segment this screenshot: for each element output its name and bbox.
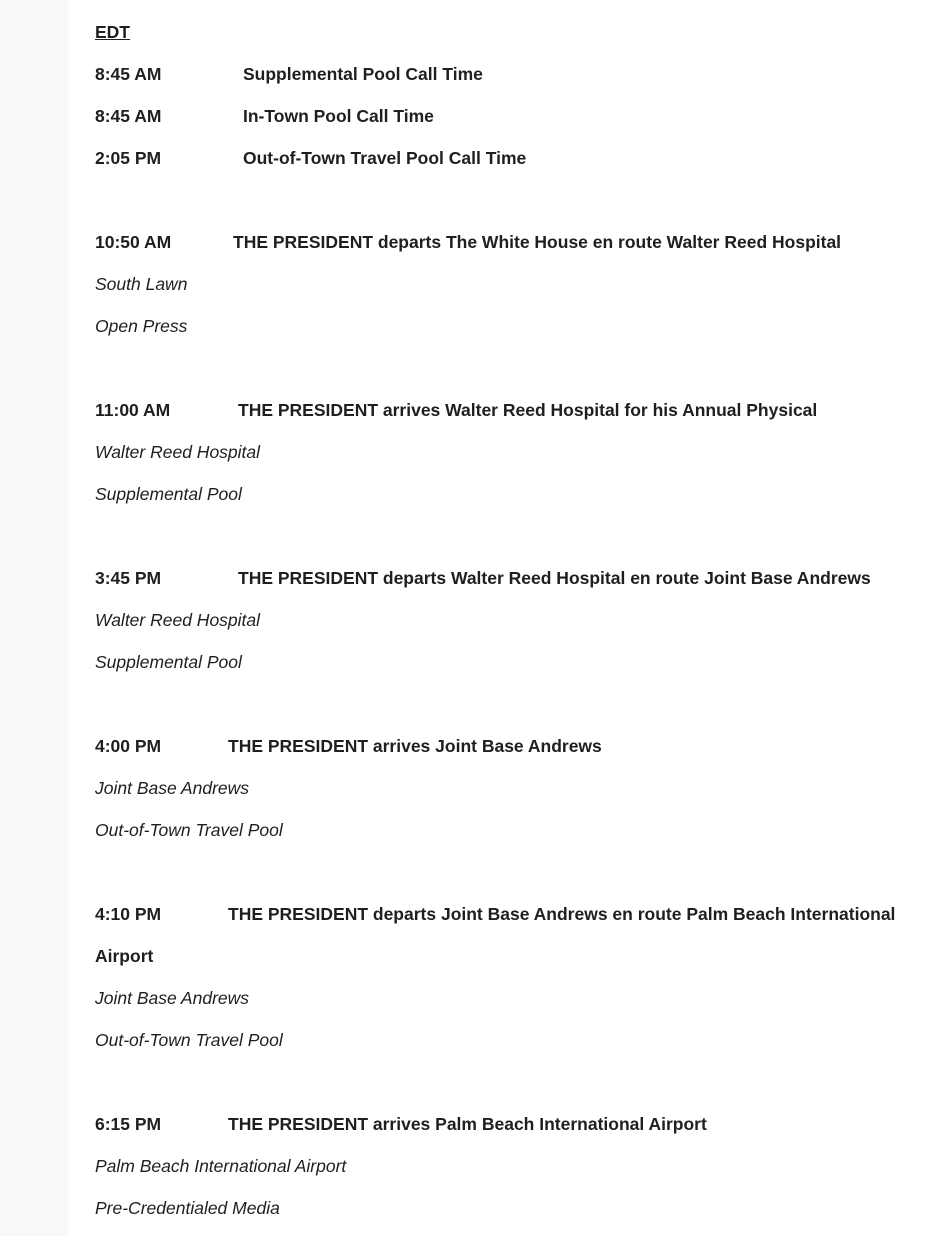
call-time-label: In-Town Pool Call Time bbox=[243, 106, 434, 126]
event-location: Walter Reed Hospital bbox=[95, 442, 261, 462]
event-title: THE PRESIDENT arrives Joint Base Andrews bbox=[228, 736, 602, 756]
event-coverage: Open Press bbox=[95, 316, 188, 336]
left-gutter bbox=[0, 0, 68, 1236]
event-time: 4:00 PM bbox=[95, 736, 162, 756]
call-time: 8:45 AM bbox=[95, 106, 162, 126]
event-title: THE PRESIDENT arrives Walter Reed Hospital for his Annual Physical bbox=[238, 400, 818, 420]
event-location: Palm Beach International Airport bbox=[95, 1156, 347, 1176]
event-time: 10:50 AM bbox=[95, 232, 172, 252]
event-coverage: Supplemental Pool bbox=[95, 652, 242, 672]
event-title: THE PRESIDENT departs Walter Reed Hospital en route Joint Base Andrews bbox=[238, 568, 871, 588]
call-time-label: Out-of-Town Travel Pool Call Time bbox=[243, 148, 527, 168]
event-location: Joint Base Andrews bbox=[95, 988, 250, 1008]
timezone-heading: EDT bbox=[95, 22, 130, 42]
event-coverage: Supplemental Pool bbox=[95, 484, 242, 504]
call-time: 8:45 AM bbox=[95, 64, 162, 84]
event-time: 4:10 PM bbox=[95, 904, 162, 924]
event-title: THE PRESIDENT departs The White House en route Walter Reed Hospital bbox=[233, 232, 842, 252]
event-location: South Lawn bbox=[95, 274, 188, 294]
event-coverage: Out-of-Town Travel Pool bbox=[95, 820, 283, 840]
call-time-label: Supplemental Pool Call Time bbox=[243, 64, 483, 84]
event-title: THE PRESIDENT departs Joint Base Andrews en route Palm Beach International bbox=[228, 904, 896, 924]
event-time: 3:45 PM bbox=[95, 568, 162, 588]
event-title: THE PRESIDENT arrives Palm Beach International Airport bbox=[228, 1114, 707, 1134]
event-location: Joint Base Andrews bbox=[95, 778, 250, 798]
call-time: 2:05 PM bbox=[95, 148, 162, 168]
event-time: 11:00 AM bbox=[95, 400, 171, 420]
event-coverage: Out-of-Town Travel Pool bbox=[95, 1030, 283, 1050]
event-title-continuation: Airport bbox=[95, 946, 154, 966]
event-time: 6:15 PM bbox=[95, 1114, 162, 1134]
event-location: Walter Reed Hospital bbox=[95, 610, 261, 630]
event-coverage: Pre-Credentialed Media bbox=[95, 1198, 280, 1218]
